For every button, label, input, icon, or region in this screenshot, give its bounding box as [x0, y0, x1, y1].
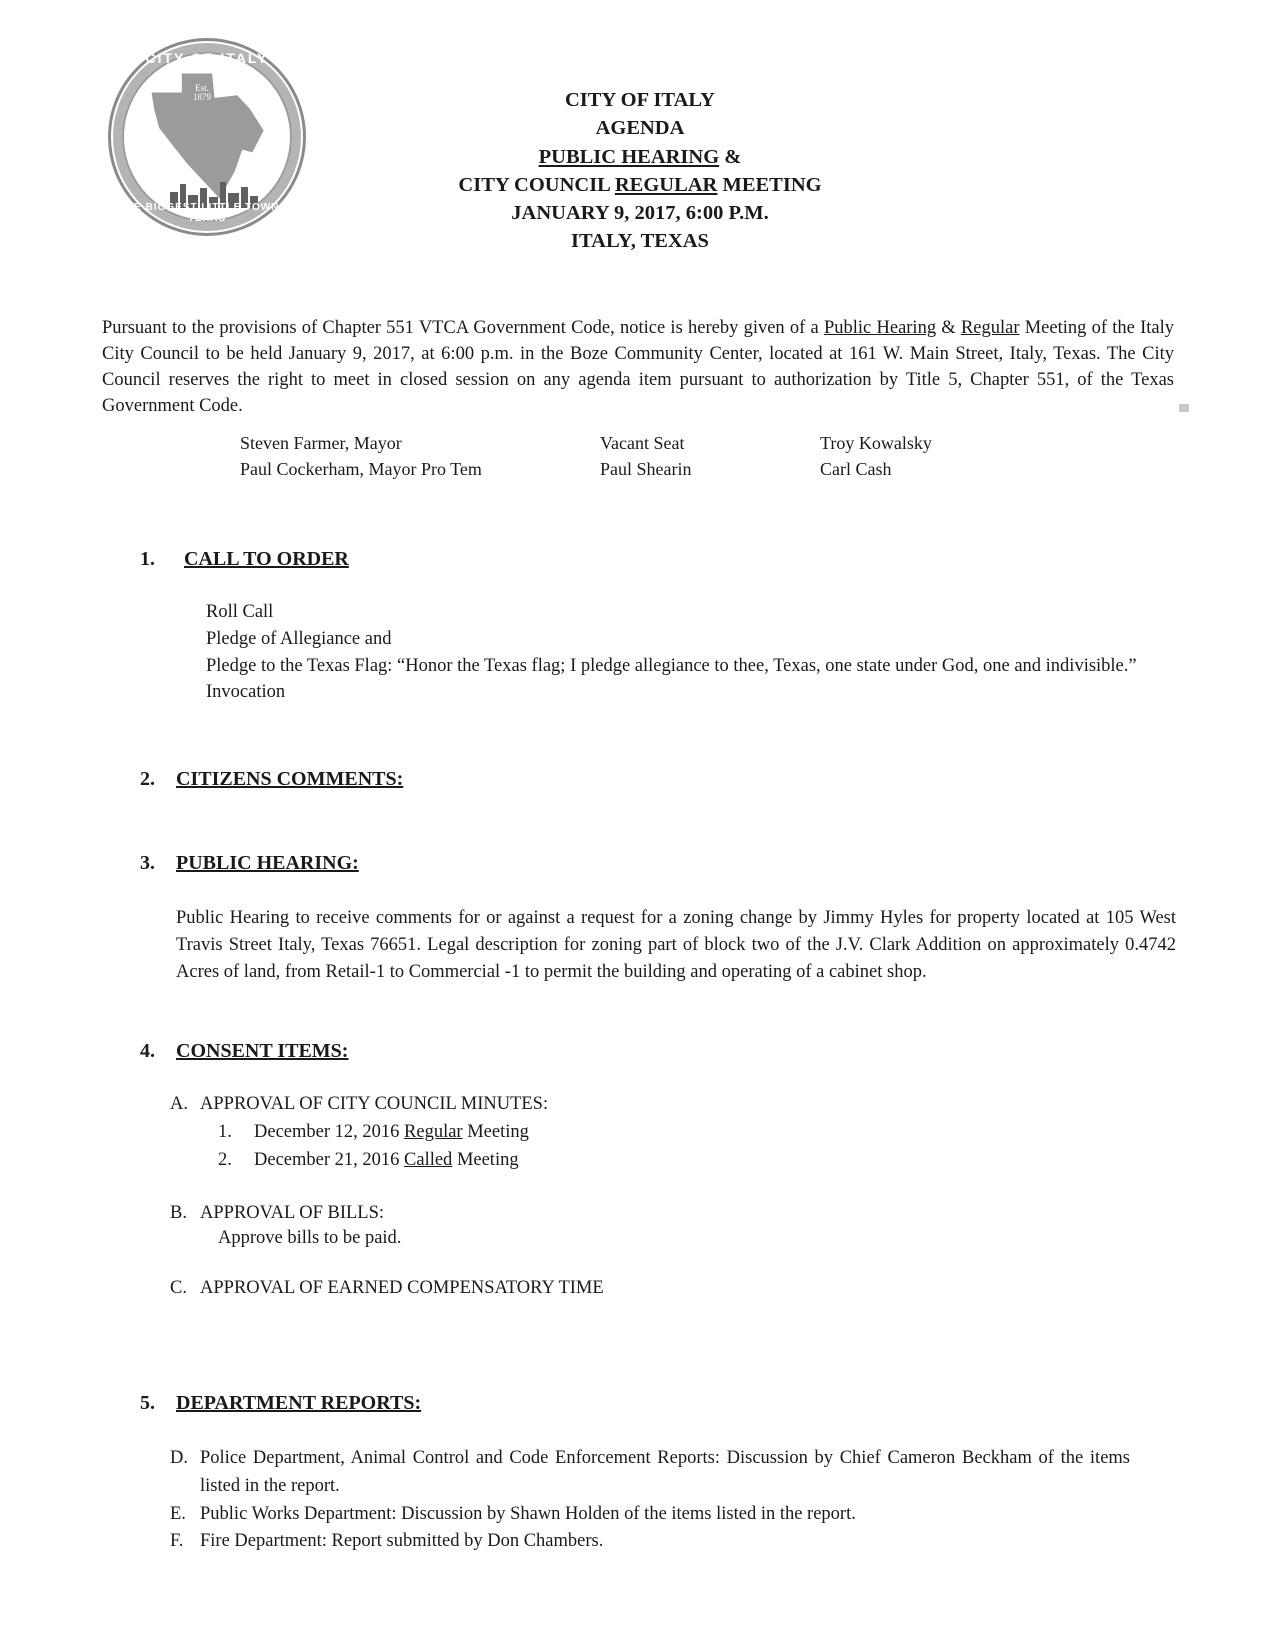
item-marker: A. [170, 1094, 188, 1114]
section-number: 1. [140, 548, 155, 570]
item-text: Public Works Department: Discussion by Shawn Holden of the items listed in the report. [200, 1503, 856, 1524]
council-member-kowalsky: Troy Kowalsky [820, 433, 932, 453]
seal-top-text: CITY OF ITALY [145, 50, 269, 66]
minutes-date-1: December 12, 2016 [254, 1121, 405, 1142]
minutes-type-2: Called [404, 1149, 453, 1170]
item-text: APPROVAL OF CITY COUNCIL MINUTES: [200, 1094, 549, 1114]
list-item [170, 1445, 1130, 1501]
notice-paragraph [102, 315, 1174, 420]
seal-est-year: 1879 [193, 92, 211, 103]
item-marker: E. [170, 1503, 186, 1524]
section-consent-items [140, 1040, 1180, 1303]
section-public-hearing [140, 852, 1180, 985]
regular-underlined: REGULAR [614, 173, 718, 196]
section-heading [140, 1040, 1180, 1063]
council-member-shearin: Paul Shearin [600, 459, 692, 480]
item-text [254, 1147, 519, 1175]
item-marker: C. [170, 1278, 187, 1298]
section-number: 2. [140, 768, 155, 790]
seal-established-text [172, 84, 232, 103]
section-number: 5. [140, 1392, 155, 1414]
public-hearing-paragraph: Public Hearing to receive comments for or against a request for a zoning change by Jimmy Hyles for property located at 105 West Travis Street Italy, Texas 76651. Legal description for zoning part of block two of the J.V. Clark Addition on approximately 0.4742 Acres of land, from Retail-1 to Commercial -1 to permit the building and operating of a cabinet shop. [176, 908, 1176, 982]
section-number: 3. [140, 852, 155, 874]
call-to-order-line: Invocation [206, 682, 286, 703]
section-department-reports [140, 1392, 1180, 1556]
council-row [240, 430, 1000, 456]
list-item [170, 1501, 1130, 1529]
call-to-order-line: Roll Call [206, 602, 274, 622]
list-item [170, 1091, 1180, 1119]
item-text: APPROVAL OF BILLS: [200, 1203, 385, 1224]
minutes-suffix-1: Meeting [462, 1121, 529, 1142]
council-member-vacant: Vacant Seat [600, 433, 685, 453]
title-line-city: CITY OF ITALY [565, 89, 715, 111]
list-item [218, 1119, 1180, 1147]
public-hearing-underlined: PUBLIC HEARING [538, 145, 720, 168]
item-text: Police Department, Animal Control and Code Enforcement Reports: Discussion by Chief Cameron Beckham of the items listed in the report. [200, 1448, 1130, 1496]
council-row [240, 456, 1000, 482]
council-member-mayor: Steven Farmer, Mayor [240, 433, 402, 453]
section-heading [140, 1392, 1180, 1415]
council-members-list [240, 430, 1000, 482]
star-left-icon: ★ [124, 127, 142, 149]
item-marker: 1. [218, 1121, 232, 1142]
section-heading [140, 852, 1180, 875]
section-heading [140, 548, 1180, 571]
section-number: 4. [140, 1040, 155, 1062]
list-item [170, 1528, 1130, 1556]
item-marker: F. [170, 1531, 184, 1552]
seal-est-label: Est. [195, 83, 209, 93]
item-text [254, 1119, 529, 1147]
consent-item-b [170, 1200, 1180, 1228]
seal-bottom-text: THE BIGGEST LITTLE TOWN IN TEXAS [118, 202, 296, 224]
title-line-datetime: JANUARY 9, 2017, 6:00 P.M. [511, 202, 769, 225]
minutes-type-1: Regular [404, 1121, 463, 1142]
city-seal [108, 38, 306, 236]
department-reports-list [170, 1445, 1130, 1556]
item-marker: 2. [218, 1149, 232, 1170]
title-line-agenda: AGENDA [595, 117, 685, 140]
section-title: PUBLIC HEARING: [176, 852, 359, 874]
item-marker: B. [170, 1203, 187, 1224]
notice-part-3: Meeting of the Italy City Council to be held January 9, 2017, at 6:00 p.m. in the Boze Community Center, located at 161 W. Main Street, Italy, Texas. The City Council reserves the right to meet in closed session on any agenda item pursuant to authorization by Title 5, Chapter 551, of the Texas Government Code. [102, 317, 1174, 417]
title-line-location: ITALY, TEXAS [571, 230, 709, 253]
star-right-icon: ★ [272, 127, 290, 149]
section-title: CITIZENS COMMENTS: [176, 768, 404, 790]
public-hearing-suffix: & [719, 145, 742, 168]
minutes-date-2: December 21, 2016 [254, 1149, 405, 1170]
document-title-block [330, 86, 950, 256]
section-heading [140, 768, 1180, 791]
section-title: CONSENT ITEMS: [176, 1040, 349, 1062]
section-citizens-comments [140, 768, 1180, 791]
section-title: DEPARTMENT REPORTS: [176, 1392, 422, 1414]
title-line-regular-meeting [330, 171, 950, 199]
item-text: APPROVAL OF EARNED COMPENSATORY TIME [200, 1278, 604, 1298]
item-text: Fire Department: Report submitted by Don Chambers. [200, 1531, 604, 1552]
consent-item-a [170, 1091, 1180, 1119]
title-line-public-hearing [330, 143, 950, 171]
section-call-to-order [140, 548, 1180, 706]
approval-of-bills-note: Approve bills to be paid. [218, 1228, 402, 1248]
council-prefix: CITY COUNCIL [458, 173, 615, 196]
minutes-sublist [218, 1119, 1180, 1175]
call-to-order-line: Pledge to the Texas Flag: “Honor the Texas flag; I pledge allegiance to thee, Texas, one state under God, one and indivisible.” [206, 655, 1137, 676]
meeting-suffix: MEETING [717, 173, 822, 196]
notice-public-hearing-underlined: Public Hearing [823, 317, 937, 338]
call-to-order-body [206, 599, 1180, 706]
list-item [170, 1275, 1180, 1303]
council-member-mayor-pro-tem: Paul Cockerham, Mayor Pro Tem [240, 459, 482, 480]
council-member-cash: Carl Cash [820, 459, 892, 480]
list-item [170, 1200, 1180, 1228]
minutes-suffix-2: Meeting [452, 1149, 519, 1170]
consent-item-c [170, 1275, 1180, 1303]
page-artifact [1179, 404, 1189, 412]
notice-regular-underlined: Regular [960, 317, 1020, 338]
item-marker: D. [170, 1448, 188, 1468]
section-title: CALL TO ORDER [184, 548, 349, 570]
call-to-order-line: Pledge of Allegiance and [206, 628, 392, 649]
list-item [218, 1147, 1180, 1175]
notice-part-1: Pursuant to the provisions of Chapter 551 VTCA Government Code, notice is hereby given of a [102, 317, 824, 338]
notice-part-2: & [936, 317, 961, 338]
